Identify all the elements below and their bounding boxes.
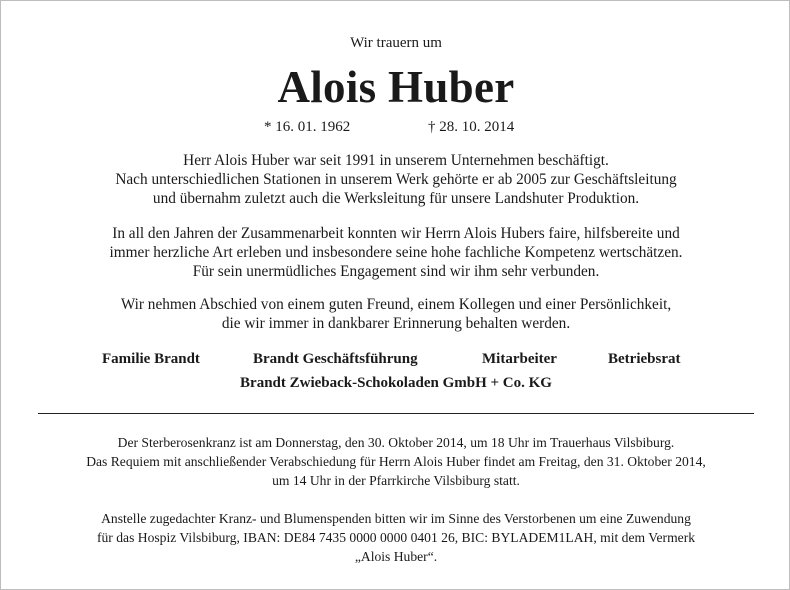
- life-dates: [1, 119, 790, 139]
- signatory-management: Brandt Geschäftsführung: [253, 351, 418, 367]
- text-line: um 14 Uhr in der Pfarrkirche Vilsbiburg statt.: [272, 473, 520, 488]
- career-paragraph: [31, 151, 761, 208]
- appreciation-paragraph: [31, 224, 761, 281]
- intro-line: Wir trauern um: [350, 35, 442, 51]
- text-line: In all den Jahren der Zusammenarbeit konnten wir Herrn Alois Hubers faire, hilfsbereite und: [112, 225, 680, 242]
- donation-notice: [31, 509, 761, 566]
- deceased-name: Alois Huber: [277, 62, 515, 112]
- text-line: immer herzliche Art erleben und insbesondere seine hohe fachliche Kompetenz wertschätzen.: [109, 244, 683, 261]
- signatory-family: Familie Brandt: [102, 351, 200, 367]
- text-line: Der Sterberosenkranz ist am Donnerstag, den 30. Oktober 2014, um 18 Uhr im Trauerhaus Vilsbiburg.: [117, 435, 675, 450]
- signatories: [1, 351, 790, 371]
- signatory-works-council: Betriebsrat: [608, 351, 681, 367]
- signatory-employees: Mitarbeiter: [482, 351, 557, 367]
- text-line: „Alois Huber“.: [354, 549, 438, 564]
- text-line: Wir nehmen Abschied von einem guten Freund, einem Kollegen und einer Persönlichkeit,: [120, 296, 672, 313]
- text-line: Das Requiem mit anschließender Verabschiedung für Herrn Alois Huber findet am Freitag, den 31. Oktober 2014,: [86, 454, 706, 469]
- death-date: † 28. 10. 2014: [428, 119, 515, 135]
- divider: [38, 413, 754, 414]
- text-line: die wir immer in dankbarer Erinnerung behalten werden.: [221, 315, 571, 332]
- text-line: Nach unterschiedlichen Stationen in unserem Werk gehörte er ab 2005 zur Geschäftsleitung: [115, 171, 677, 188]
- farewell-paragraph: [31, 295, 761, 333]
- service-notice: [31, 433, 761, 490]
- text-line: Für sein unermüdliches Engagement sind wir ihm sehr verbunden.: [192, 263, 600, 280]
- text-line: Herr Alois Huber war seit 1991 in unserem Unternehmen beschäftigt.: [183, 152, 609, 169]
- birth-date: * 16. 01. 1962: [264, 119, 351, 135]
- text-line: Anstelle zugedachter Kranz- und Blumenspenden bitten wir im Sinne des Verstorbenen um eine Zuwendung: [101, 511, 691, 526]
- text-line: und übernahm zuletzt auch die Werksleitung für unsere Landshuter Produktion.: [152, 190, 640, 207]
- text-line: für das Hospiz Vilsbiburg, IBAN: DE84 7435 0000 0000 0401 26, BIC: BYLADEM1LAH, mit dem Vermerk: [96, 530, 696, 545]
- company-name: Brandt Zwieback-Schokoladen GmbH + Co. KG: [240, 375, 552, 391]
